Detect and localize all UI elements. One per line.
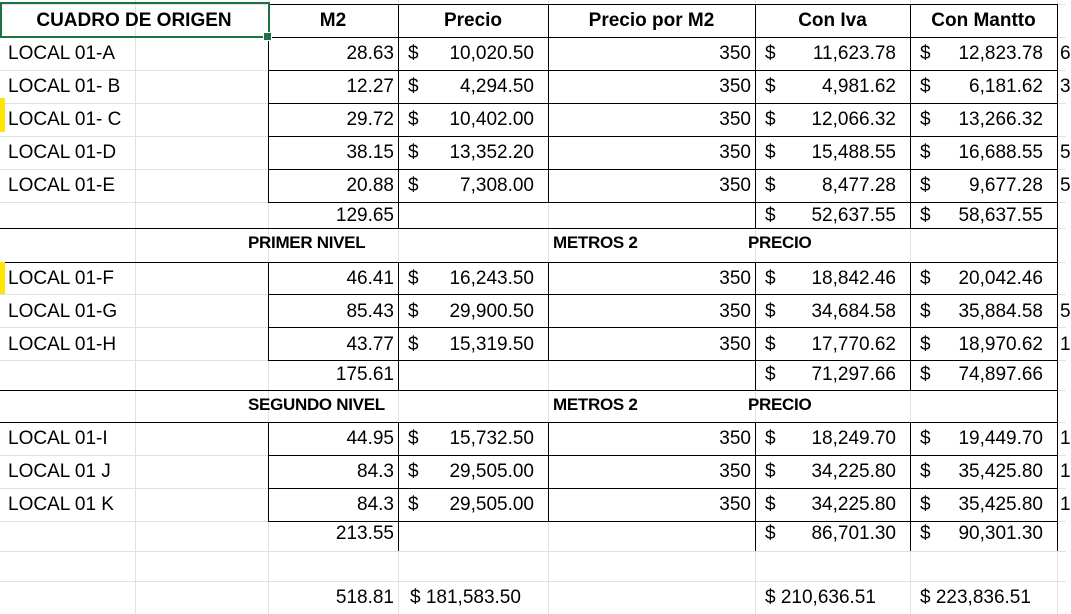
cell-border xyxy=(1057,422,1058,521)
precio-cell[interactable] xyxy=(398,422,548,455)
con-mantto-cell[interactable] xyxy=(910,169,1057,202)
currency-value: 74,897.66 xyxy=(958,364,1043,385)
con-mantto-cell[interactable] xyxy=(910,295,1057,328)
precio-m2-cell[interactable]: 350 xyxy=(719,461,751,482)
overflow-cell[interactable]: 5 xyxy=(1060,142,1071,163)
con-iva-cell[interactable] xyxy=(755,136,910,169)
m2-cell[interactable]: 44.95 xyxy=(346,428,394,449)
precio-cell[interactable] xyxy=(398,169,548,202)
currency-symbol: $ xyxy=(408,175,419,196)
currency-symbol: $ xyxy=(408,494,419,515)
subtotal-con-mantto-cell[interactable] xyxy=(910,517,1057,550)
currency-symbol: $ xyxy=(920,175,931,196)
currency-symbol: $ xyxy=(920,461,931,482)
currency-symbol: $ xyxy=(765,142,776,163)
m2-cell[interactable]: 38.15 xyxy=(346,142,394,163)
m2-cell[interactable]: 29.72 xyxy=(346,109,394,130)
cell-border xyxy=(398,360,399,390)
level-label[interactable]: PRIMER NIVEL xyxy=(248,233,366,252)
local-name-cell[interactable]: LOCAL 01- B xyxy=(8,76,121,97)
con-iva-cell[interactable] xyxy=(755,103,910,136)
currency-value: 15,319.50 xyxy=(449,334,534,355)
m2-cell[interactable]: 20.88 xyxy=(346,175,394,196)
currency-value: 18,842.46 xyxy=(811,268,896,289)
currency-value: 9,677.28 xyxy=(969,175,1043,196)
overflow-cell[interactable]: 3 xyxy=(1060,76,1071,97)
subtotal-con-iva-cell[interactable] xyxy=(755,358,910,391)
m2-cell[interactable]: 12.27 xyxy=(346,76,394,97)
currency-value: 13,266.32 xyxy=(958,109,1043,130)
level-label[interactable]: SEGUNDO NIVEL xyxy=(248,395,385,414)
currency-value: 12,823.78 xyxy=(958,43,1043,64)
currency-symbol: $ xyxy=(920,523,931,544)
local-name-cell[interactable]: LOCAL 01- C xyxy=(8,109,122,130)
currency-value: 29,505.00 xyxy=(449,494,534,515)
precio-cell[interactable] xyxy=(398,488,548,521)
con-iva-cell[interactable] xyxy=(755,455,910,488)
overflow-cell[interactable]: 1 xyxy=(1060,461,1071,482)
cell-border xyxy=(1057,521,1058,551)
m2-cell[interactable]: 84.3 xyxy=(357,461,394,482)
precio-cell[interactable] xyxy=(398,262,548,295)
currency-symbol: $ xyxy=(765,523,776,544)
currency-value: 90,301.30 xyxy=(958,523,1043,544)
cell-border xyxy=(1057,390,1058,422)
local-name-cell[interactable]: LOCAL 01 J xyxy=(8,461,111,482)
con-iva-cell[interactable] xyxy=(755,422,910,455)
header-m2[interactable]: M2 xyxy=(319,10,347,31)
subtotal-m2-cell[interactable]: 129.65 xyxy=(335,205,394,226)
currency-value: 52,637.55 xyxy=(811,205,896,226)
cell-border xyxy=(398,521,399,551)
currency-value: 35,425.80 xyxy=(958,461,1043,482)
currency-symbol: $ xyxy=(920,364,931,385)
currency-symbol: $ xyxy=(765,364,776,385)
row-highlight-marker xyxy=(0,98,5,132)
m2-cell[interactable]: 28.63 xyxy=(346,43,394,64)
header-con-iva[interactable]: Con Iva xyxy=(798,10,867,31)
overflow-cell[interactable] xyxy=(1060,103,1070,136)
precio-m2-cell[interactable]: 350 xyxy=(719,109,751,130)
header-precio[interactable]: Precio xyxy=(443,10,503,31)
overflow-cell[interactable]: 5 xyxy=(1060,175,1071,196)
grand-total-precio-cell[interactable]: $ 181,583.50 xyxy=(410,587,521,608)
currency-value: 10,402.00 xyxy=(449,109,534,130)
currency-value: 15,732.50 xyxy=(449,428,534,449)
precio-cell[interactable] xyxy=(398,136,548,169)
precio-m2-cell[interactable]: 350 xyxy=(719,76,751,97)
con-mantto-cell[interactable] xyxy=(910,37,1057,70)
con-mantto-cell[interactable] xyxy=(910,455,1057,488)
currency-value: 29,900.50 xyxy=(449,301,534,322)
overflow-cell[interactable]: 1 xyxy=(1060,334,1071,355)
currency-symbol: $ xyxy=(408,268,419,289)
currency-value: 34,225.80 xyxy=(811,494,896,515)
currency-value: 35,884.58 xyxy=(958,301,1043,322)
header-cuadro-de-origen[interactable]: CUADRO DE ORIGEN xyxy=(36,10,232,31)
currency-value: 16,688.55 xyxy=(958,142,1043,163)
currency-symbol: $ xyxy=(765,334,776,355)
level-precio-label[interactable]: PRECIO xyxy=(748,395,812,414)
currency-symbol: $ xyxy=(765,175,776,196)
local-name-cell[interactable]: LOCAL 01-I xyxy=(8,428,108,449)
subtotal-con-iva-cell[interactable] xyxy=(755,517,910,550)
precio-m2-cell[interactable]: 350 xyxy=(719,494,751,515)
con-iva-cell[interactable] xyxy=(755,37,910,70)
currency-value: 18,249.70 xyxy=(811,428,896,449)
currency-symbol: $ xyxy=(920,109,931,130)
currency-symbol: $ xyxy=(408,301,419,322)
local-name-cell[interactable]: LOCAL 01 K xyxy=(8,494,114,515)
overflow-cell[interactable]: 6 xyxy=(1060,43,1071,64)
precio-cell[interactable] xyxy=(398,70,548,103)
selected-cell-outline xyxy=(0,2,270,38)
currency-symbol: $ xyxy=(765,461,776,482)
precio-cell[interactable] xyxy=(398,37,548,70)
currency-symbol: $ xyxy=(920,428,931,449)
con-mantto-cell[interactable] xyxy=(910,136,1057,169)
currency-symbol: $ xyxy=(408,76,419,97)
local-name-cell[interactable]: LOCAL 01-G xyxy=(8,301,118,322)
con-mantto-cell[interactable] xyxy=(910,422,1057,455)
m2-cell[interactable]: 85.43 xyxy=(346,301,394,322)
currency-value: 71,297.66 xyxy=(811,364,896,385)
currency-value: 10,020.50 xyxy=(449,43,534,64)
currency-symbol: $ xyxy=(920,268,931,289)
currency-value: 35,425.80 xyxy=(958,494,1043,515)
currency-value: 19,449.70 xyxy=(958,428,1043,449)
level-precio-label[interactable]: PRECIO xyxy=(748,233,812,252)
currency-symbol: $ xyxy=(765,205,776,226)
subtotal-con-mantto-cell[interactable] xyxy=(910,358,1057,391)
row-highlight-marker xyxy=(0,262,5,294)
local-name-cell[interactable]: LOCAL 01-A xyxy=(8,43,116,64)
precio-m2-cell[interactable]: 350 xyxy=(719,301,751,322)
fill-handle[interactable] xyxy=(263,32,272,41)
currency-symbol: $ xyxy=(408,43,419,64)
con-mantto-cell[interactable] xyxy=(910,262,1057,295)
currency-symbol: $ xyxy=(920,76,931,97)
currency-symbol: $ xyxy=(765,301,776,322)
m2-cell[interactable]: 43.77 xyxy=(346,334,394,355)
overflow-cell[interactable] xyxy=(1060,262,1070,295)
currency-symbol: $ xyxy=(920,142,931,163)
grand-total-m2-cell[interactable]: 518.81 xyxy=(335,587,394,608)
gridline-horizontal xyxy=(0,551,1066,552)
cell-border xyxy=(1057,4,1058,202)
precio-m2-cell[interactable]: 350 xyxy=(719,142,751,163)
grand-total-con-mantto-cell[interactable]: $ 223,836.51 xyxy=(920,587,1031,608)
currency-symbol: $ xyxy=(765,494,776,515)
level-metros-label[interactable]: METROS 2 xyxy=(553,233,638,252)
precio-cell[interactable] xyxy=(398,103,548,136)
precio-cell[interactable] xyxy=(398,295,548,328)
cell-border xyxy=(398,202,399,228)
currency-symbol: $ xyxy=(765,43,776,64)
currency-symbol: $ xyxy=(920,334,931,355)
precio-m2-cell[interactable]: 350 xyxy=(719,268,751,289)
currency-symbol: $ xyxy=(920,301,931,322)
currency-symbol: $ xyxy=(408,142,419,163)
m2-cell[interactable]: 84.3 xyxy=(357,494,394,515)
currency-value: 20,042.46 xyxy=(958,268,1043,289)
currency-value: 17,770.62 xyxy=(811,334,896,355)
currency-value: 58,637.55 xyxy=(958,205,1043,226)
precio-m2-cell[interactable]: 350 xyxy=(719,175,751,196)
overflow-cell[interactable]: 1 xyxy=(1060,428,1071,449)
subtotal-m2-cell[interactable]: 175.61 xyxy=(335,364,394,385)
local-name-cell[interactable]: LOCAL 01-F xyxy=(8,268,114,289)
currency-value: 4,294.50 xyxy=(460,76,534,97)
currency-value: 29,505.00 xyxy=(449,461,534,482)
m2-cell[interactable]: 46.41 xyxy=(346,268,394,289)
currency-value: 34,684.58 xyxy=(811,301,896,322)
header-precio-por-m2[interactable]: Precio por M2 xyxy=(588,10,715,31)
header-con-mantto[interactable]: Con Mantto xyxy=(931,10,1036,31)
local-name-cell[interactable]: LOCAL 01-E xyxy=(8,175,116,196)
currency-symbol: $ xyxy=(920,205,931,226)
currency-value: 6,181.62 xyxy=(969,76,1043,97)
con-iva-cell[interactable] xyxy=(755,169,910,202)
overflow-cell[interactable]: 1 xyxy=(1060,494,1071,515)
con-iva-cell[interactable] xyxy=(755,328,910,361)
currency-symbol: $ xyxy=(765,428,776,449)
precio-m2-cell[interactable]: 350 xyxy=(719,428,751,449)
currency-value: 7,308.00 xyxy=(460,175,534,196)
con-mantto-cell[interactable] xyxy=(910,70,1057,103)
local-name-cell[interactable]: LOCAL 01-D xyxy=(8,142,117,163)
con-mantto-cell[interactable] xyxy=(910,103,1057,136)
currency-symbol: $ xyxy=(920,494,931,515)
currency-symbol: $ xyxy=(765,109,776,130)
precio-m2-cell[interactable]: 350 xyxy=(719,334,751,355)
level-metros-label[interactable]: METROS 2 xyxy=(553,395,638,414)
con-iva-cell[interactable] xyxy=(755,262,910,295)
currency-value: 13,352.20 xyxy=(449,142,534,163)
precio-cell[interactable] xyxy=(398,328,548,361)
currency-value: 4,981.62 xyxy=(822,76,896,97)
subtotal-con-mantto-cell[interactable] xyxy=(910,199,1057,232)
precio-cell[interactable] xyxy=(398,455,548,488)
currency-symbol: $ xyxy=(408,109,419,130)
currency-value: 11,623.78 xyxy=(812,43,896,64)
currency-symbol: $ xyxy=(765,268,776,289)
cell-border xyxy=(1057,360,1058,390)
currency-value: 18,970.62 xyxy=(958,334,1043,355)
currency-symbol: $ xyxy=(920,43,931,64)
currency-value: 34,225.80 xyxy=(811,461,896,482)
con-iva-cell[interactable] xyxy=(755,295,910,328)
currency-value: 86,701.30 xyxy=(811,523,896,544)
grand-total-con-iva-cell[interactable]: $ 210,636.51 xyxy=(765,587,876,608)
local-name-cell[interactable]: LOCAL 01-H xyxy=(8,334,117,355)
cell-border xyxy=(1057,228,1058,262)
con-mantto-cell[interactable] xyxy=(910,328,1057,361)
cell-border xyxy=(1057,202,1058,228)
overflow-cell[interactable]: 5 xyxy=(1060,301,1071,322)
currency-value: 8,477.28 xyxy=(822,175,896,196)
precio-m2-cell[interactable]: 350 xyxy=(719,43,751,64)
currency-symbol: $ xyxy=(408,428,419,449)
currency-value: 16,243.50 xyxy=(449,268,534,289)
cell-border xyxy=(1057,262,1058,360)
con-iva-cell[interactable] xyxy=(755,70,910,103)
currency-value: 15,488.55 xyxy=(811,142,896,163)
subtotal-m2-cell[interactable]: 213.55 xyxy=(335,523,394,544)
currency-symbol: $ xyxy=(408,461,419,482)
currency-value: 12,066.32 xyxy=(811,109,896,130)
currency-symbol: $ xyxy=(408,334,419,355)
currency-symbol: $ xyxy=(765,76,776,97)
